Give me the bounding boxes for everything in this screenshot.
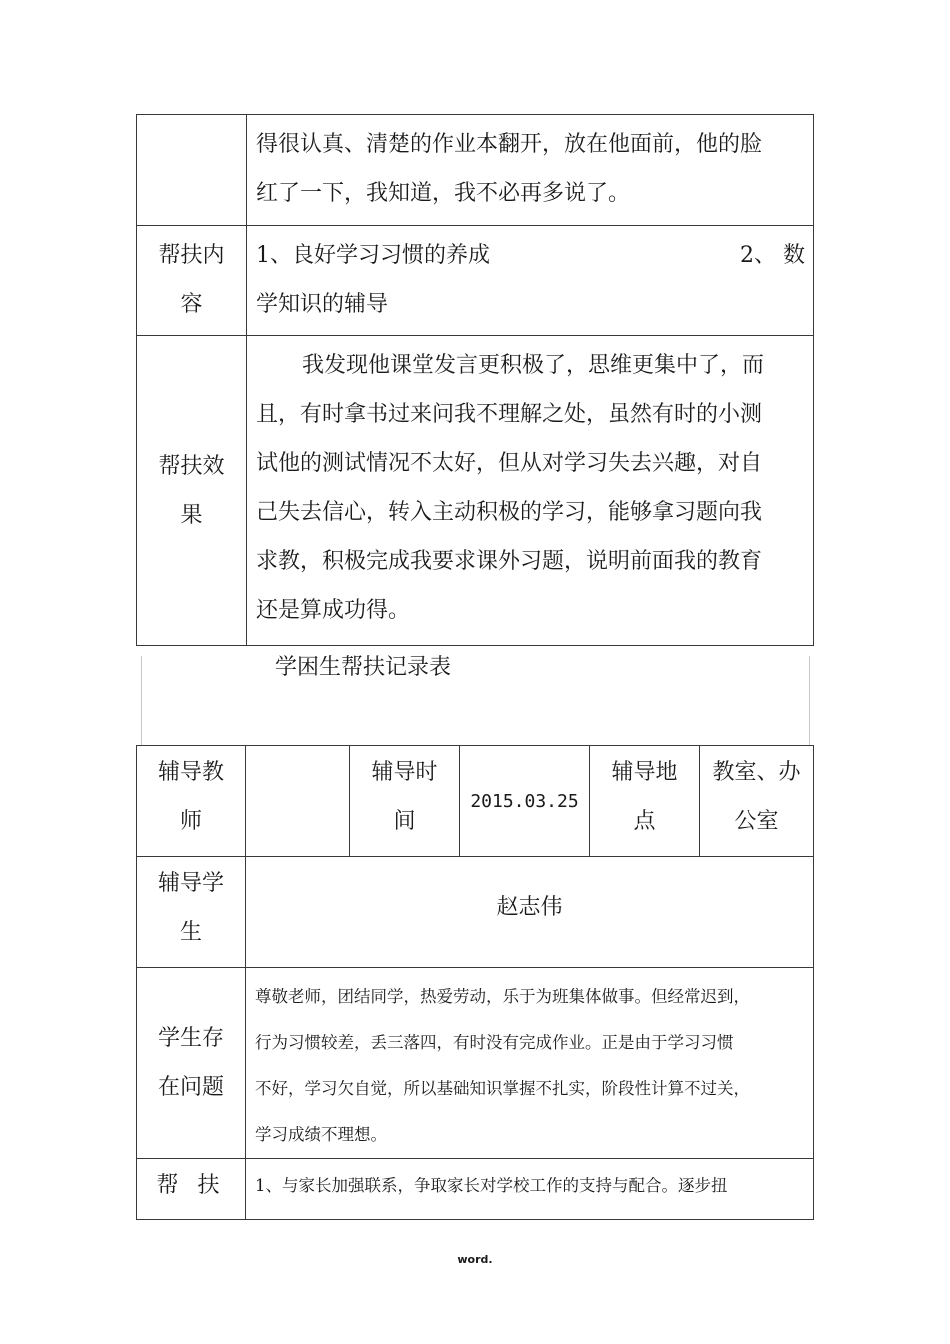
time-value: 2015.03.25 xyxy=(460,746,590,857)
time-label xyxy=(350,746,460,857)
help-effect-text xyxy=(247,336,814,646)
table-row xyxy=(137,857,814,968)
section-title: 学困生帮扶记录表 xyxy=(275,655,452,680)
table-row xyxy=(137,226,814,336)
help-text xyxy=(246,1159,814,1220)
label-line: 学生存 xyxy=(157,1026,224,1051)
help-item-2-start: 2、 数 xyxy=(740,243,805,268)
row-label-empty xyxy=(137,115,247,226)
label-line: 辅导教 xyxy=(157,760,224,785)
help-item-2-end: 学知识的辅导 xyxy=(256,292,389,317)
label-line: 点 xyxy=(633,809,656,834)
table-row xyxy=(137,1159,814,1220)
label-line: 间 xyxy=(393,809,416,834)
place-value xyxy=(700,746,814,857)
text-line: 得很认真、清楚的作业本翻开，放在他面前，他的脸 xyxy=(256,132,763,157)
table-row xyxy=(137,746,814,857)
label-line: 辅导地 xyxy=(611,760,678,785)
footer-mark: word. xyxy=(457,1253,493,1266)
text-line: 我发现他课堂发言更积极了，思维更集中了，而 xyxy=(302,353,765,378)
text-line: 还是算成功得。 xyxy=(256,598,411,623)
table-row xyxy=(137,336,814,646)
text-line: 学习成绩不理想。 xyxy=(255,1125,387,1144)
text-line: 红了一下，我知道，我不必再多说了。 xyxy=(256,181,631,206)
text-line: 试他的测试情况不太好，但从对学习失去兴趣，对自 xyxy=(256,451,763,476)
teacher-label xyxy=(137,746,246,857)
text-line: 且，有时拿书过来问我不理解之处，虽然有时的小测 xyxy=(256,402,763,427)
label-line: 帮扶内 xyxy=(158,243,225,268)
student-name: 赵志伟 xyxy=(246,857,814,968)
text-line: 求教，积极完成我要求课外习题，说明前面我的教育 xyxy=(256,549,763,574)
help-effect-label xyxy=(137,336,247,646)
row-text-continued xyxy=(247,115,814,226)
label-line: 在问题 xyxy=(157,1075,224,1100)
problem-label xyxy=(137,968,246,1159)
label-line: 帮扶效 xyxy=(158,453,225,479)
student-label xyxy=(137,857,246,968)
help-label: 帮 扶 xyxy=(137,1159,246,1220)
table-row xyxy=(137,968,814,1159)
value-line: 教室、办 xyxy=(712,760,801,785)
help-item-1: 1、良好学习习惯的养成 xyxy=(256,243,490,268)
table-row xyxy=(137,115,814,226)
label-line: 容 xyxy=(180,292,203,317)
text-line: 己失去信心，转入主动积极的学习，能够拿习题向我 xyxy=(256,500,763,525)
label-line: 辅导时 xyxy=(371,760,438,785)
place-label xyxy=(590,746,700,857)
text-line: 不好，学习欠自觉，所以基础知识掌握不扎实，阶段性计算不过关， xyxy=(255,1079,750,1098)
label-line: 师 xyxy=(179,809,202,834)
text-line: 1、与家长加强联系，争取家长对学校工作的支持与配合。逐步扭 xyxy=(255,1176,728,1195)
record-table-continued xyxy=(136,114,814,646)
help-items-line xyxy=(256,231,805,280)
text-line: 行为习惯较差，丢三落四，有时没有完成作业。正是由于学习习惯 xyxy=(255,1033,734,1052)
record-table xyxy=(136,745,814,1220)
text-line: 尊敬老师，团结同学，热爱劳动，乐于为班集体做事。但经常迟到， xyxy=(255,987,750,1006)
label-line: 辅导学 xyxy=(157,871,224,896)
label-line: 果 xyxy=(180,502,203,528)
value-line: 公室 xyxy=(734,809,779,834)
help-content-label xyxy=(137,226,247,336)
section-title-box xyxy=(141,656,810,745)
label-line: 生 xyxy=(179,920,202,945)
problem-text xyxy=(246,968,814,1159)
help-content-text xyxy=(247,226,814,336)
teacher-value xyxy=(246,746,350,857)
